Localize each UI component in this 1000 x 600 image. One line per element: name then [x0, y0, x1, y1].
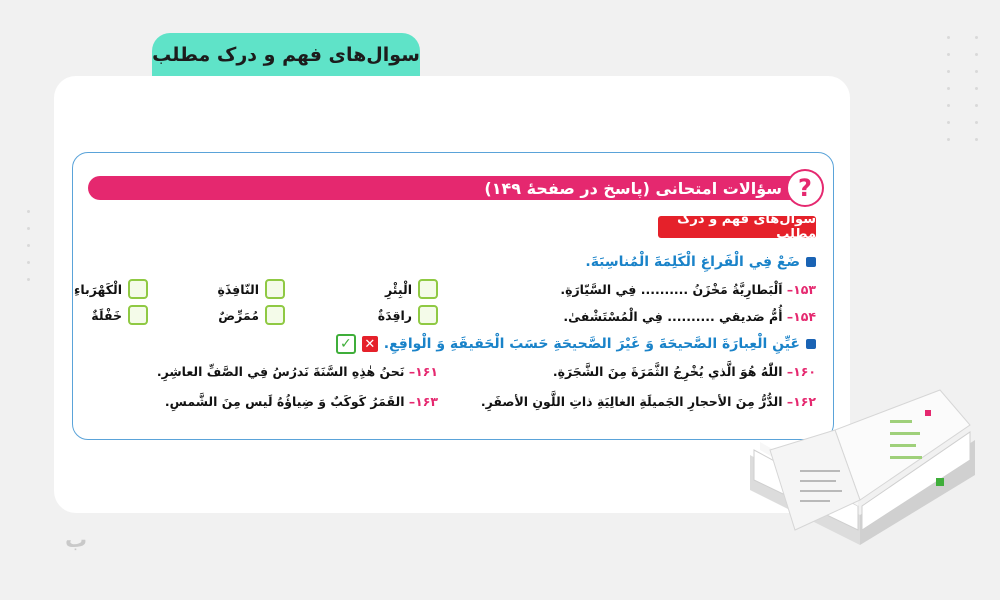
- question-mark-icon: ?: [788, 171, 822, 205]
- header-tab: سوال‌های فهم و درک مطلب: [152, 33, 420, 77]
- question-number: ۱۵۴–: [786, 309, 816, 324]
- checkbox[interactable]: [128, 279, 148, 299]
- cross-icon: ✕: [362, 336, 378, 352]
- option-label: راقِدَةٌ: [377, 307, 412, 323]
- subsection-tag: سوال‌های فهم و درک مطلب: [658, 216, 816, 238]
- option-label: خَفْلَةٌ: [91, 307, 122, 323]
- bullet-square-icon: [806, 257, 816, 267]
- question-number: ۱۶۰–: [786, 364, 816, 379]
- section-banner: [88, 176, 816, 200]
- checkbox[interactable]: [418, 279, 438, 299]
- question-text: نَحنُ هٰذِهِ السَّنَةَ نَدرُسُ فِي الصَّفِّ العاشِرِ.: [156, 364, 405, 379]
- option-label: الْبِئْرِ: [385, 281, 412, 297]
- option-label: الْكَهْرَباءِ: [73, 281, 122, 297]
- question-163: [165, 394, 438, 409]
- question-153: [560, 282, 816, 297]
- open-book-illustration: [740, 380, 980, 560]
- question-number: ۱۶۲–: [786, 394, 816, 409]
- question-number: ۱۶۱–: [408, 364, 438, 379]
- question-text: أُمُّ صَديقي .......... فِي الْمُسْتَشْفىٰ.: [563, 309, 783, 324]
- option-choice[interactable]: [378, 305, 438, 325]
- question-154: [563, 309, 816, 324]
- bullet-square-icon: [806, 339, 816, 349]
- checkbox[interactable]: [418, 305, 438, 325]
- option-choice[interactable]: [218, 305, 285, 325]
- option-choice[interactable]: [385, 279, 438, 299]
- option-choice[interactable]: [74, 279, 148, 299]
- question-text: اللّٰهُ هُوَ الَّذي يُخْرِجُ الثَّمَرَةَ مِنَ الشَّجَرَةِ.: [552, 364, 783, 379]
- checkmark-icon: ✓: [336, 334, 356, 354]
- instruction-text: ضَعْ فِي الْفَراغِ الْكَلِمَةَ الْمُناسِبَةَ.: [585, 254, 800, 270]
- option-choice[interactable]: [91, 305, 148, 325]
- option-label: النّافِذَةِ: [217, 281, 259, 297]
- brand-logo: ب: [64, 528, 88, 553]
- instruction-true-false: [336, 334, 816, 354]
- question-text: القَمَرُ كَوكَبٌ وَ ضِياؤُهُ لَيس مِنَ الشَّمسِ.: [164, 394, 405, 409]
- question-161: [157, 364, 438, 379]
- option-label: مُمَرِّضٌ: [218, 307, 259, 323]
- decorative-dots: [936, 36, 1000, 141]
- checkbox[interactable]: [265, 305, 285, 325]
- checkbox[interactable]: [265, 279, 285, 299]
- instruction-text: عَيِّنِ الْعِبارَةَ الصَّحيحَةَ وَ غَيْرَ الصَّحيحَةِ حَسَبَ الْحَقيقَةِ وَ الْواقِعِ.: [383, 336, 800, 352]
- option-choice[interactable]: [217, 279, 285, 299]
- instruction-fill-blank: [585, 254, 816, 270]
- banner-title: سؤالات امتحانی (پاسخ در صفحهٔ ۱۴۹): [484, 178, 782, 198]
- checkbox[interactable]: [128, 305, 148, 325]
- question-number: ۱۶۳–: [408, 394, 438, 409]
- question-160: [553, 364, 816, 379]
- question-text: الدُّرُّ مِنَ الأحجارِ الجَميلَةِ الغالِيَةِ ذاتِ اللَّونِ الأصفَرِ.: [480, 394, 783, 409]
- question-number: ۱۵۳–: [786, 282, 816, 297]
- question-text: اَلْبَطارِيَّةُ مَخْزَنُ .......... فِي السَّيّارَةِ.: [560, 282, 783, 297]
